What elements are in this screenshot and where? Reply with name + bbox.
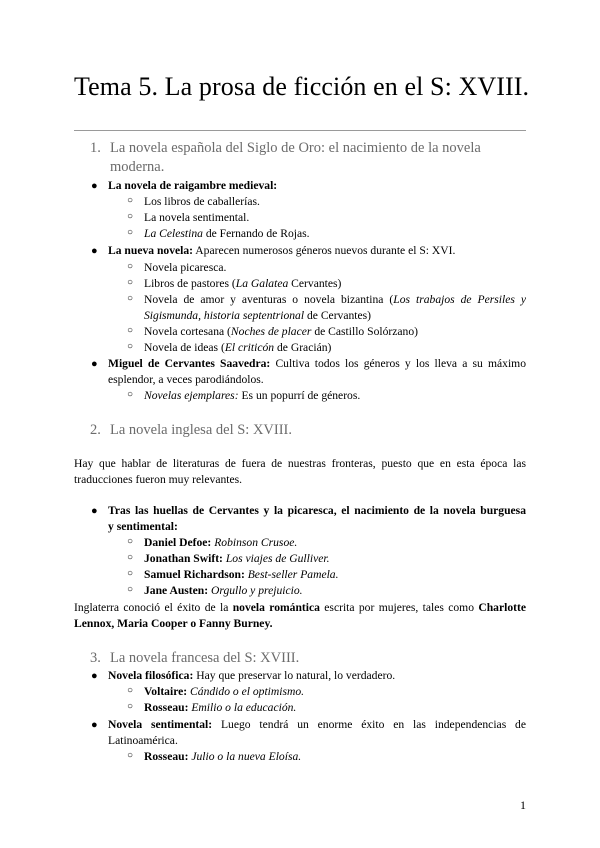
author-item <box>144 583 303 598</box>
author-work: Robinson Crusoe. <box>211 536 298 549</box>
sub-item <box>144 324 418 339</box>
sub-item-italic: Sigismunda, historia septentrional <box>144 309 305 322</box>
item-label: La novela de raigambre medieval: <box>108 179 278 192</box>
circle-bullet-icon: ○ <box>127 293 134 304</box>
list-item: Tras las huellas de Cervantes y la picaresca, el nacimiento de la novela burguesa <box>108 504 526 517</box>
section3-number: 3. <box>90 650 101 666</box>
sub-item-text: Novela de amor y aventuras o novela bizantina ( <box>144 293 394 306</box>
sub-item-text: Libros de pastores ( <box>144 277 236 290</box>
item-text: Cultiva todos los géneros y los lleva a su máximo <box>270 357 526 370</box>
section2-heading-text: La novela inglesa del S: XVIII. <box>110 422 293 438</box>
author-item <box>144 567 339 582</box>
section1-heading-line1: La novela española del Siglo de Oro: el nacimiento de la novela <box>110 140 481 156</box>
section2-intro-line2: traducciones fueron muy relevantes. <box>74 473 243 486</box>
sub-item-italic: Los trabajos de Persiles y <box>393 293 526 306</box>
sub-item-italic: El criticón <box>224 341 275 354</box>
closing-bold: Charlotte <box>478 601 526 614</box>
sub-item <box>144 226 310 241</box>
section1-heading <box>90 139 481 157</box>
author-item <box>144 551 330 566</box>
page-title: Tema 5. La prosa de ficción en el S: XVIII. <box>74 72 530 101</box>
sub-item-cont <box>144 308 371 323</box>
sub-item-text: de Gracián) <box>274 341 332 354</box>
author-name: Jonathan Swift: <box>144 552 223 565</box>
sub-item-italic: Noches de placer <box>230 325 312 338</box>
list-item <box>108 717 526 732</box>
circle-bullet-icon: ○ <box>127 552 134 563</box>
bullet-icon: ● <box>91 719 98 731</box>
author-work: Julio o la nueva Eloísa. <box>188 750 302 763</box>
list-item-cont: Latinoamérica. <box>108 734 178 747</box>
section1-heading-cont: moderna. <box>110 159 165 175</box>
circle-bullet-icon: ○ <box>127 685 134 696</box>
sub-item <box>144 749 301 764</box>
section3-heading <box>90 649 299 667</box>
section2-closing-line1 <box>74 600 526 615</box>
circle-bullet-icon: ○ <box>127 341 134 352</box>
author-work: Best-seller Pamela. <box>244 568 339 581</box>
circle-bullet-icon: ○ <box>127 389 134 400</box>
title-divider <box>74 130 526 131</box>
author-name: Rosseau: <box>144 701 189 714</box>
sub-item-text: de Cervantes) <box>304 309 372 322</box>
sub-item <box>144 700 296 715</box>
sub-item <box>144 292 526 307</box>
item-label: Miguel de Cervantes Saavedra: <box>108 357 271 370</box>
author-name: Voltaire: <box>144 685 188 698</box>
section2-intro-line1: Hay que hablar de literaturas de fuera de nuestras fronteras, puesto que en esta época las <box>74 457 526 470</box>
author-work: Los viajes de Gulliver. <box>222 552 330 565</box>
bullet-icon: ● <box>91 358 98 370</box>
sub-item: Los libros de caballerías. <box>144 195 260 208</box>
closing-bold: novela romántica <box>232 601 320 614</box>
author-work: Orgullo y prejuicio. <box>208 584 303 597</box>
author-name: Daniel Defoe: <box>144 536 212 549</box>
section2-closing-line2: Lennox, Maria Cooper o Fanny Burney. <box>74 617 273 630</box>
author-name: Jane Austen: <box>144 584 209 597</box>
item-label: Novela filosófica: <box>108 669 194 682</box>
sub-item-text: Cervantes) <box>288 277 342 290</box>
sub-item-text: Novela cortesana ( <box>144 325 231 338</box>
sub-item <box>144 276 341 291</box>
circle-bullet-icon: ○ <box>127 568 134 579</box>
bullet-icon: ● <box>91 505 98 517</box>
author-name: Samuel Richardson: <box>144 568 245 581</box>
item-label: La nueva novela: <box>108 244 194 257</box>
closing-text: Inglaterra conoció el éxito de la <box>74 601 233 614</box>
page-number: 1 <box>520 798 526 812</box>
bullet-icon: ● <box>91 670 98 682</box>
circle-bullet-icon: ○ <box>127 261 134 272</box>
closing-text: escrita por mujeres, tales como <box>319 601 479 614</box>
sub-item: La novela sentimental. <box>144 211 250 224</box>
sub-item <box>144 684 304 699</box>
bullet-icon: ● <box>91 245 98 257</box>
item-text: Aparecen numerosos géneros nuevos durante el S: XVI. <box>193 244 456 257</box>
section2-number: 2. <box>90 422 101 438</box>
section2-heading <box>90 421 292 439</box>
author-work: Cándido o el optimismo. <box>187 685 305 698</box>
sub-item-text: de Fernando de Rojas. <box>202 227 310 240</box>
circle-bullet-icon: ○ <box>127 750 134 761</box>
section1-number: 1. <box>90 140 101 156</box>
sub-item-italic: Novelas ejemplares: <box>144 389 239 402</box>
circle-bullet-icon: ○ <box>127 325 134 336</box>
sub-item-text: Es un popurrí de géneros. <box>238 389 361 402</box>
item-label: Novela sentimental: <box>108 718 213 731</box>
circle-bullet-icon: ○ <box>127 227 134 238</box>
author-work: Emilio o la educación. <box>188 701 297 714</box>
section3-heading-text: La novela francesa del S: XVIII. <box>110 650 300 666</box>
circle-bullet-icon: ○ <box>127 277 134 288</box>
sub-item-text: de Castillo Solórzano) <box>311 325 419 338</box>
circle-bullet-icon: ○ <box>127 701 134 712</box>
list-item <box>108 178 277 193</box>
sub-item: Novela picaresca. <box>144 261 227 274</box>
circle-bullet-icon: ○ <box>127 536 134 547</box>
list-item <box>108 356 526 371</box>
item-text: Hay que preservar lo natural, lo verdadero. <box>193 669 396 682</box>
item-text: Luego tendrá un enorme éxito en las independencias de <box>212 718 526 731</box>
circle-bullet-icon: ○ <box>127 584 134 595</box>
bullet-icon: ● <box>91 180 98 192</box>
list-item-cont: esplendor, a veces parodiándolos. <box>108 373 264 386</box>
circle-bullet-icon: ○ <box>127 211 134 222</box>
author-name: Rosseau: <box>144 750 189 763</box>
list-item <box>108 243 455 258</box>
sub-item-text: Novela de ideas ( <box>144 341 225 354</box>
circle-bullet-icon: ○ <box>127 195 134 206</box>
sub-item <box>144 340 331 355</box>
sub-item <box>144 388 360 403</box>
author-item <box>144 535 297 550</box>
sub-item-italic: La Galatea <box>235 277 289 290</box>
list-item <box>108 668 395 683</box>
list-item-cont: y sentimental: <box>108 520 178 533</box>
sub-item-italic: La Celestina <box>144 227 203 240</box>
